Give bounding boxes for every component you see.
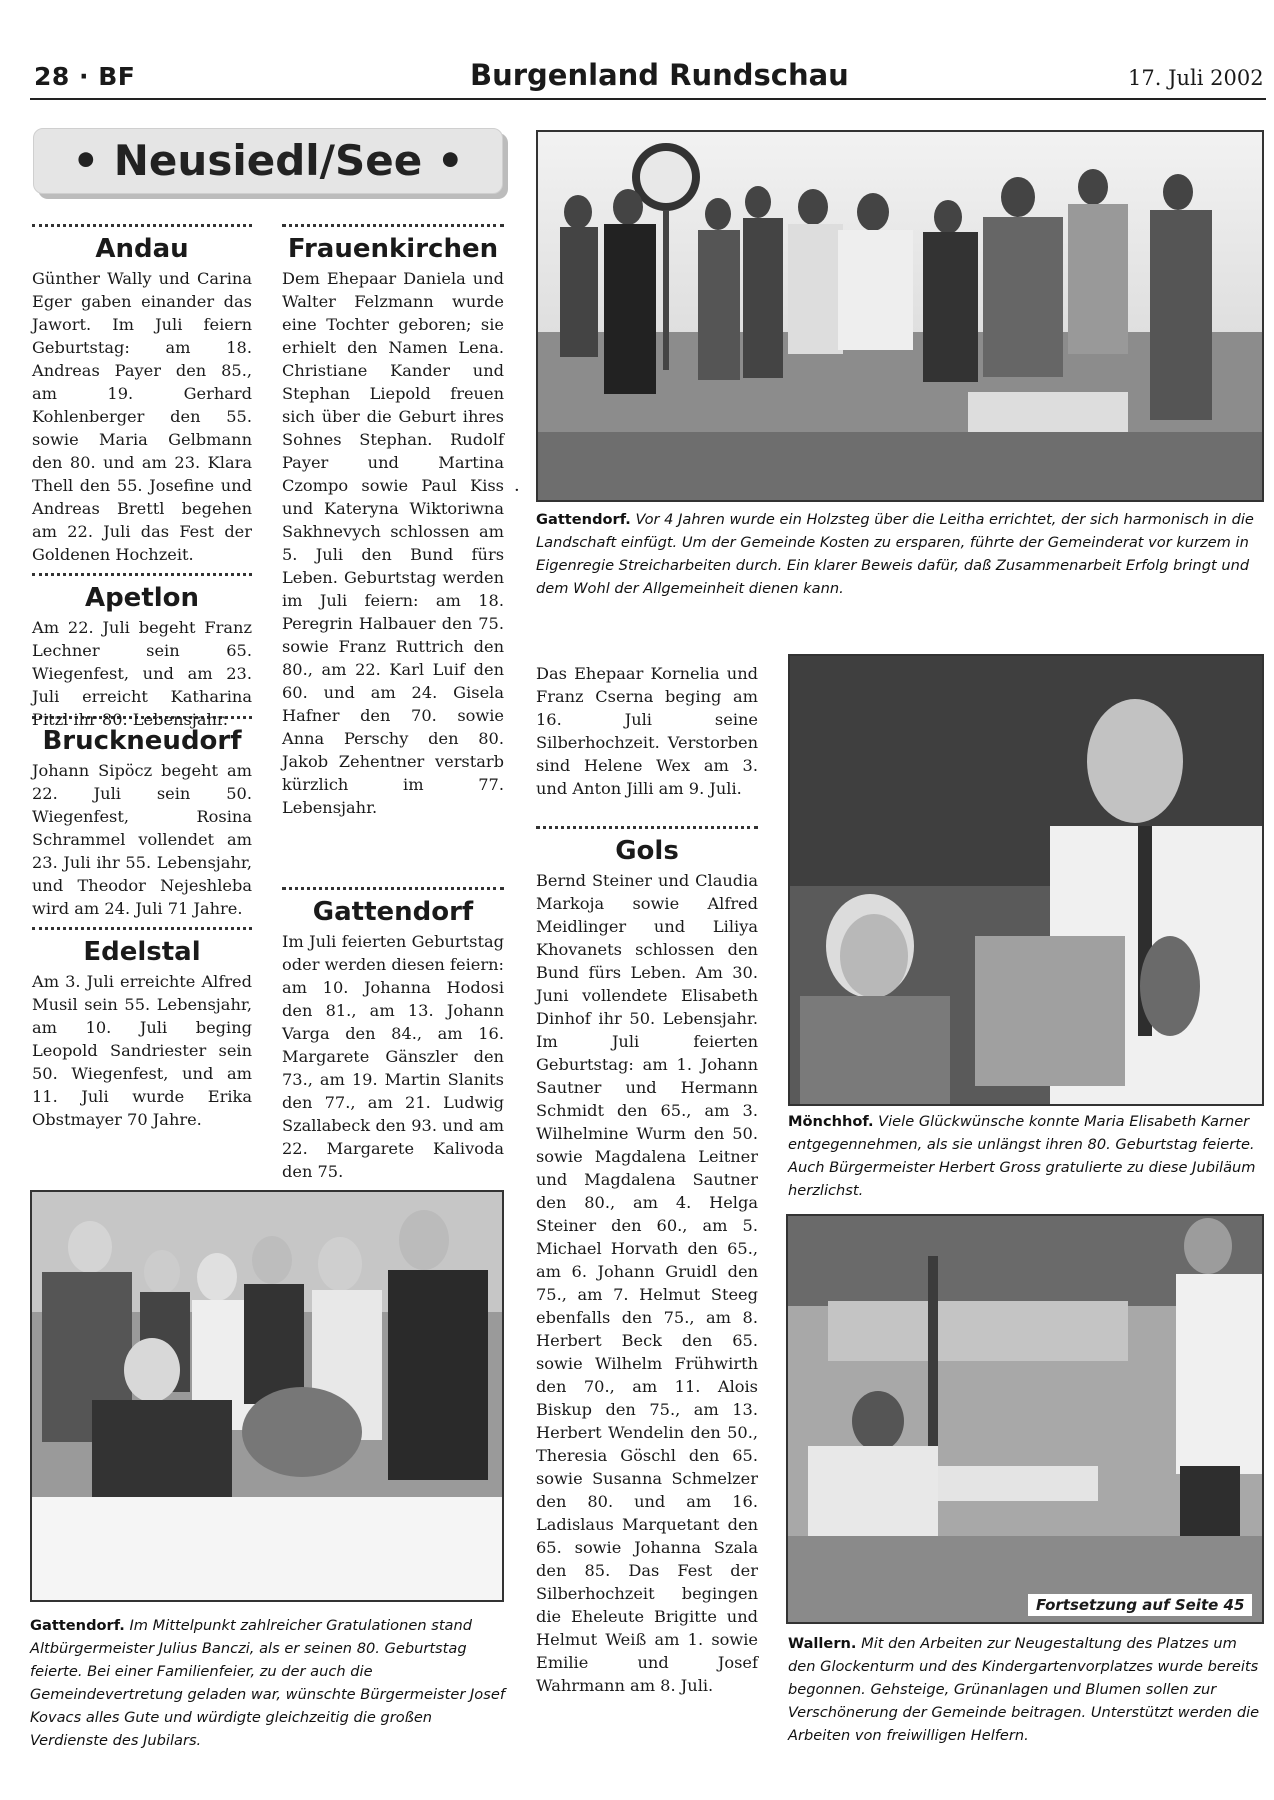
header-rule [30,98,1266,100]
text-gols: Bernd Steiner und Claudia Markoja sowie Alfred Meidlinger und Liliya Khovanets schlossen den Bund fürs Leben. Am 30. Juni vollendete Elisabeth Dinhof ihr 50. Lebensjahr. Im Juli feierten Geburtstag: am 1. Johann Sautner und Hermann Schmidt den 65., am 3. Wilhelmine Wurm den 50. sowie Magdalena Leitner und Magdalena Sautner den 80., am 4. Helga Steiner den 60., am 5. Michael Horvath den 65., am 6. Johann Gruidl den 75., am 7. Helmut Steeg ebenfalls den 75., am 8. Herbert Beck den 65. sowie Wilhelm Frühwirth den 70., am 11. Alois Biskup den 75., am 13. Herbert Wendelin den 50., Theresia Göschl den 65. sowie Susanna Schmelzer den 80. und am 16. Ladislaus Marquetant den 65. sowie Johanna Szala den 85. Das Fest der Silberhochzeit begingen die Eheleute Brigitte und Helmut Weiß am 1. sowie Emilie und Josef Wahrmann am 8. Juli. [536,871,758,1695]
caption-monchhof-text: Viele Glückwünsche konnte Maria Elisabeth Karner entgegennehmen, als sie unlängst ihren 80. Geburtstag feierte. Auch Bürgermeister Herbert Gross gratulierte zu diese Jubiläum herzlichst. [788,1113,1256,1199]
caption-wallern-place: Wallern. [788,1635,857,1652]
column-2 [282,224,504,1183]
photo-gattendorf-banquet [30,1190,504,1602]
heading-apetlon: Apetlon [84,583,200,613]
separator [282,887,504,890]
text-bruckneudorf: Johann Sipöcz begeht am 22. Juli sein 50. Wiegenfest, Rosina Schrammel vollendet am 23. Juli ihr 55. Lebensjahr, und Theodor Nejeshleba wird am 24. Juli 71 Jahre. [32,761,252,918]
heading-edelstal: Edelstal [83,937,201,967]
caption-banquet-place: Gattendorf. [30,1617,125,1634]
heading-andau: Andau [95,234,189,264]
separator [536,826,758,829]
photo-wallern [786,1214,1264,1624]
separator [32,573,252,576]
separator [282,224,504,227]
continuation-note: Fortsetzung auf Seite 45 [1028,1594,1252,1616]
text-andau: Günther Wally und Carina Eger gaben einander das Jawort. Im Juli feiern Geburtstag: am 18. Andreas Payer den 85., am 19. Gerhard Kohlenberger den 55. sowie Maria Gelbmann den 80. und am 23. Klara Thell den 55. Josefine und Andreas Brettl begehen am 22. Juli das Fest der Goldenen Hochzeit. [32,269,252,564]
separator [32,224,252,227]
heading-bruckneudorf: Bruckneudorf [42,726,242,756]
photo-monchhof [788,654,1264,1106]
column-3 [536,662,758,1697]
heading-frauenkirchen: Frauenkirchen [287,234,499,264]
caption-top-photo [536,508,1264,600]
page-number: 28 · BF [34,62,136,91]
text-apetlon: Am 22. Juli begeht Franz Lechner sein 65. Wiegenfest, und am 23. Juli erreicht Katharina Pitzl ihr 80. Lebensjahr. [32,618,252,729]
caption-banquet-text: Im Mittelpunkt zahlreicher Gratulationen stand Altbürgermeister Julius Banczi, als er seinen 80. Geburtstag feierte. Bei einer Familienfeier, zu der auch die Gemeindevertretung geladen war, wünschte Bürgermeister Josef Kovacs alles Gute und würdigte gleichzeitig die großen Verdienste des Jubilars. [30,1617,505,1749]
text-gattendorf: Im Juli feierten Geburtstag oder werden diesen feiern: am 10. Johanna Hodosi den 81., am 13. Johann Varga den 84., am 16. Margarete Gänszler den 73., am 19. Martin Slanits den 77., am 21. Ludwig Szallabeck den 93. und am 22. Margarete Kalivoda den 75. [282,932,504,1181]
photo-gattendorf-group [536,130,1264,502]
caption-monchhof-place: Mönchhof. [788,1113,874,1130]
caption-wallern-text: Mit den Arbeiten zur Neugestaltung des Platzes um den Glockenturm und des Kindergartenvorplatzes wurde bereits begonnen. Gehsteige, Grünanlagen und Blumen sollen zur Verschönerung der Gemeinde beitragen. Unterstützt werden die Arbeiten von freiwilligen Helfern. [788,1635,1260,1744]
text-edelstal: Am 3. Juli erreichte Alfred Musil sein 55. Lebensjahr, am 10. Juli beging Leopold Sandriester sein 50. Wiegenfest, und am 11. Juli wurde Erika Obstmayer 70 Jahre. [32,972,252,1129]
text-gattendorf-cont: Das Ehepaar Kornelia und Franz Cserna beging am 16. Juli seine Silberhochzeit. Verstorben sind Helene Wex am 3. und Anton Jilli am 9. Juli. [536,664,758,798]
marker-dot: · [514,480,520,501]
caption-banquet [30,1614,508,1752]
section-banner: • Neusiedl/See • [33,128,503,194]
separator [32,927,252,930]
caption-top-place: Gattendorf. [536,511,631,528]
caption-wallern [788,1632,1264,1747]
column-1 [32,224,252,1131]
caption-top-text: Vor 4 Jahren wurde ein Holzsteg über die Leitha errichtet, der sich harmonisch in die Landschaft einfügt. Um der Gemeinde Kosten zu ersparen, führte der Gemeinderat vor kurzem in Eigenregie Streicharbeiten durch. Ein klarer Beweis dafür, daß Zusammenarbeit Erfolg bringt und dem Wohl der Allgemeinheit dienen kann. [536,511,1254,597]
heading-gols: Gols [615,836,679,866]
issue-date: 17. Juli 2002 [1128,66,1264,90]
heading-gattendorf: Gattendorf [312,897,474,927]
caption-monchhof [788,1110,1264,1202]
text-frauenkirchen: Dem Ehepaar Daniela und Walter Felzmann wurde eine Tochter geboren; sie erhielt den Namen Lena. Christiane Kander und Stephan Liepold freuen sich über die Geburt ihres Sohnes Stephan. Rudolf Payer und Martina Czompo sowie Paul Kiss und Kateryna Wiktoriwna Sakhnevych schlossen am 5. Juli den Bund fürs Leben. Geburtstag werden im Juli feiern: am 18. Peregrin Halbauer den 75. sowie Franz Ruttrich den 80., am 22. Karl Luif den 60. und am 24. Gisela Hafner den 70. sowie Anna Perschy den 80. Jakob Zehentner verstarb kürzlich im 77. Lebensjahr. [282,269,504,817]
newspaper-title: Burgenland Rundschau [470,58,849,92]
